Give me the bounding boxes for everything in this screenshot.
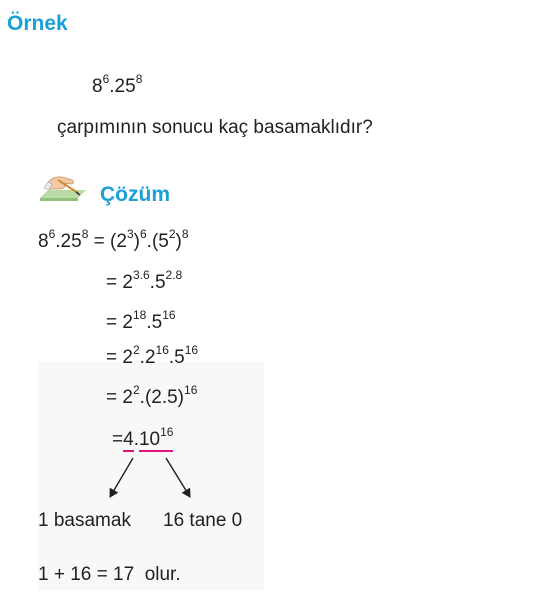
factor-four: 4 [123, 429, 134, 450]
arrow-to-zeros [166, 458, 190, 497]
label-sixteen-zeros: 16 tane 0 [163, 510, 243, 531]
solution-line-6: $=4.10^{16}$ [112, 424, 174, 450]
solution-line-2: = $2^{3.6}.5^{2.8}$ [106, 267, 183, 293]
solution-line-3: = $2^{18}.5^{16}$ [106, 307, 176, 333]
factor-power-of-ten: $10^{16}$ [138, 424, 174, 450]
solution-heading: Çözüm [100, 183, 170, 206]
example-heading: Örnek [7, 12, 68, 35]
solution-line-1: $8^6.25^8 = (2^3)^6.(5^2)^8$ [38, 226, 189, 252]
example-expression: $8^6.25^8$ [92, 71, 143, 97]
label-one-digit: 1 basamak [38, 510, 131, 531]
solution-line-4: = $2^2.2^{16}.5^{16}$ [106, 342, 199, 368]
arrow-to-digits [110, 458, 133, 497]
example-question: çarpımının sonucu kaç basamaklıdır? [57, 117, 373, 138]
solution-line-5: = $2^2.(2.5)^{16}$ [106, 382, 198, 408]
conclusion: 1 + 16 = 17 olur. [38, 564, 181, 585]
